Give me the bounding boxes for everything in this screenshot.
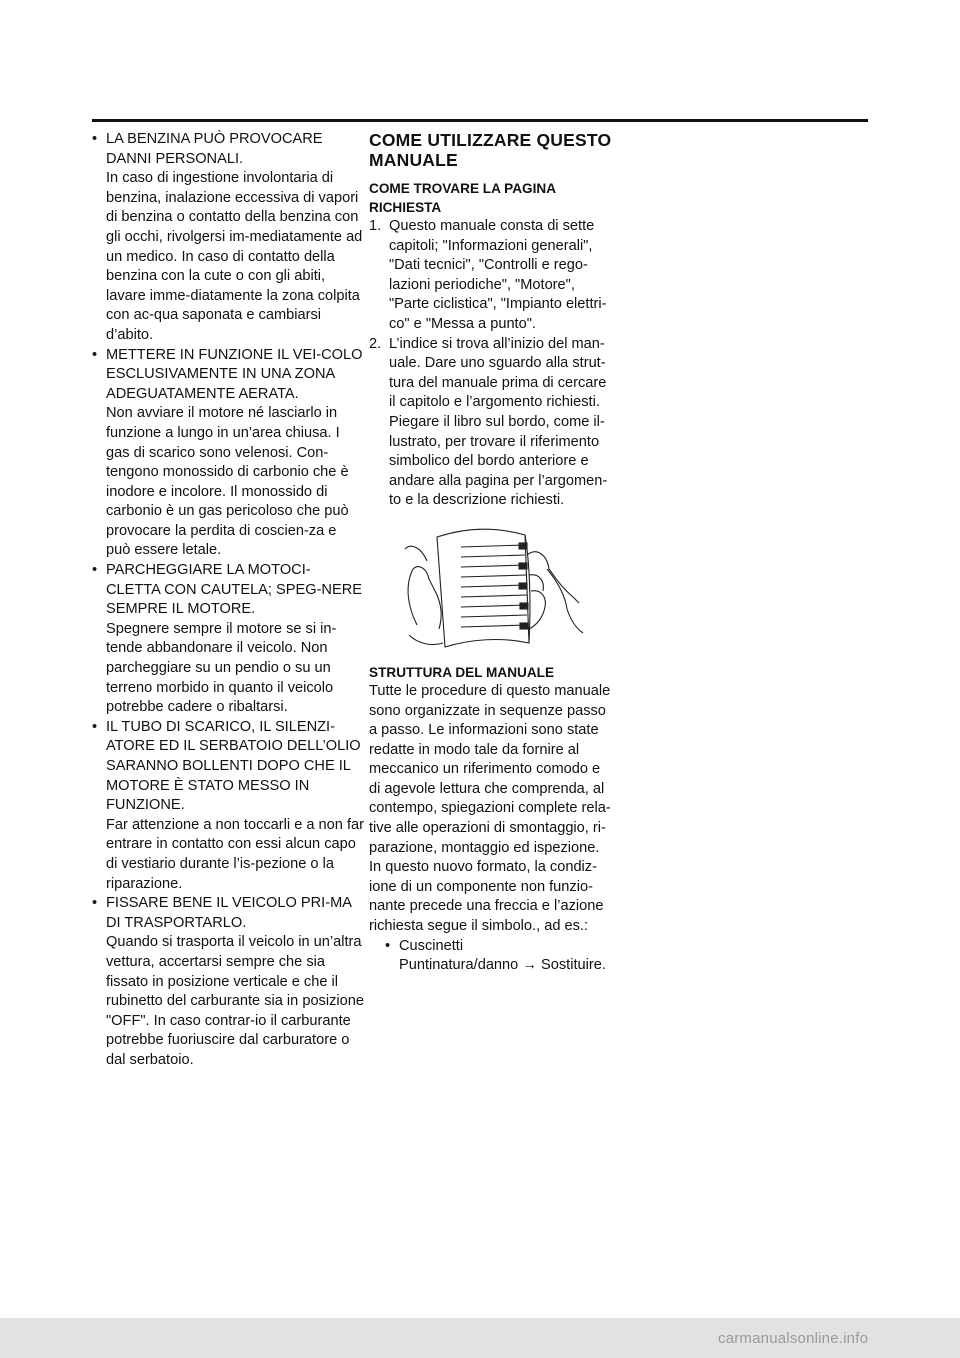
subsection-heading-find-page: COME TROVARE LA PAGINA RICHIESTA — [369, 181, 556, 215]
warning-bullet-transport — [92, 894, 364, 1070]
top-rule — [92, 119, 868, 122]
warning-bullet-fuel — [92, 130, 364, 346]
bullet-dot: • — [92, 718, 98, 735]
warning-heading: PARCHEGGIARE LA MOTOCI-CLETTA CON CAUTELA; SPEG-NERE SEMPRE IL MOTORE. — [106, 562, 362, 618]
bullet-dot: • — [385, 937, 391, 954]
warning-text: Quando si trasporta il veicolo in un’altra vettura, accertarsi sempre che sia fissato in posizione verticale e che il rubinetto del carburante sia in posizione "OFF". In caso contrar-io il carburante potrebbe fuoriuscire dal carburatore o dal serbatoio. — [106, 934, 364, 1068]
example-item-label: Cuscinetti — [399, 937, 464, 954]
item-number: 2. — [369, 335, 382, 352]
warning-bullet-ventilation — [92, 346, 364, 562]
item-text: L’indice si trova all’inizio del man-uale. Dare uno sguardo alla strut-tura del manuale prima di cercare il capitolo e l’argomento richiesti. Piegare il libro sul bordo, come il-lustrato, per trovare il riferimento simbolico del bordo anteriore e andare alla pagina per l’argomen-to e la descrizione richiesti. — [389, 335, 608, 509]
watermark: carmanualsonline.info — [718, 1330, 869, 1347]
warning-heading: FISSARE BENE IL VEICOLO PRI-MA DI TRASPORTARLO. — [106, 895, 352, 931]
example-item — [369, 937, 614, 976]
bullet-dot: • — [92, 131, 98, 147]
warning-text: Spegnere sempre il motore se si in-tende abbandonare il veicolo. Non parcheggiare su un pendio o su un terreno morbido in quanto il veicolo potrebbe cadere o ribaltarsi. — [106, 620, 337, 716]
warning-bullet-hot-parts — [92, 718, 364, 894]
example-action: Sostituire. — [541, 957, 606, 974]
item-number: 1. — [369, 218, 382, 234]
bullet-dot: • — [92, 895, 98, 912]
warning-text: Far attenzione a non toccarli e a non far entrare in contatto con essi alcun capo di vestiario durante l’is-pezione o la riparazione. — [106, 816, 364, 892]
subsection-heading-structure: STRUTTURA DEL MANUALE — [369, 664, 555, 680]
item-text: Questo manuale consta di sette capitoli; "Informazioni generali", "Dati tecnici", "Controlli e rego-lazioni periodiche", "Motore", "Parte ciclistica", "Impianto elettri-co" e "Messa a punto". — [389, 218, 607, 332]
right-column — [369, 130, 614, 976]
warning-heading: LA BENZINA PUÒ PROVOCARE DANNI PERSONALI. — [106, 131, 323, 167]
bullet-dot: • — [92, 346, 98, 363]
hands-holding-manual-icon — [397, 525, 589, 653]
left-column — [92, 130, 364, 1071]
structure-paragraph: Tutte le procedure di questo manuale sono organizzate in sequenze passo a passo. Le informazioni sono state redatte in modo tale da fornire al meccanico un riferimento comodo e di agevole lettura che comprenda, al contempo, spiegazioni complete rela-tive alle operazioni di smontaggio, ri-parazione, montaggio ed ispezione. In questo nuovo formato, la condiz-ione di un componente non funzio-nante precede una freccia e l’azione richiesta segue il simbolo., ad es.: — [369, 682, 611, 935]
manual-illustration — [397, 525, 589, 653]
section-title: COME UTILIZZARE QUESTO MANUALE — [369, 130, 612, 170]
warning-text: In caso di ingestione involontaria di benzina, inalazione eccessiva di vapori di benzina o contatto della benzina con gli occhi, rivolgersi im-mediatamente ad un medico. In caso di contatto della benzina con la cute o con gli abiti, lavare imme-diatamente la zona colpita con ac-qua saponata e cambiarsi d’abito. — [106, 170, 363, 343]
numbered-item-2 — [369, 335, 614, 511]
warning-text: Non avviare il motore né lasciarlo in funzione a lungo in un’area chiusa. I gas di scarico sono velenosi. Con-tengono monossido di carbonio che è inodore e incolore. Il monossido di carbonio è un gas pericoloso che può provocare la perdita di coscien-za e può essere letale. — [106, 405, 349, 559]
arrow-icon: → — [522, 957, 537, 974]
warning-heading: METTERE IN FUNZIONE IL VEI-COLO ESCLUSIVAMENTE IN UNA ZONA ADEGUATAMENTE AERATA. — [106, 346, 363, 402]
warning-heading: IL TUBO DI SCARICO, IL SILENZI-ATORE ED IL SERBATOIO DELL’OLIO SARANNO BOLLENTI DOPO CHE IL MOTORE È STATO MESSO IN FUNZIONE. — [106, 718, 361, 814]
example-condition: Puntinatura/danno — [399, 957, 519, 974]
warning-bullet-parking — [92, 561, 364, 718]
bullet-dot: • — [92, 562, 98, 579]
numbered-item-1 — [369, 217, 614, 335]
